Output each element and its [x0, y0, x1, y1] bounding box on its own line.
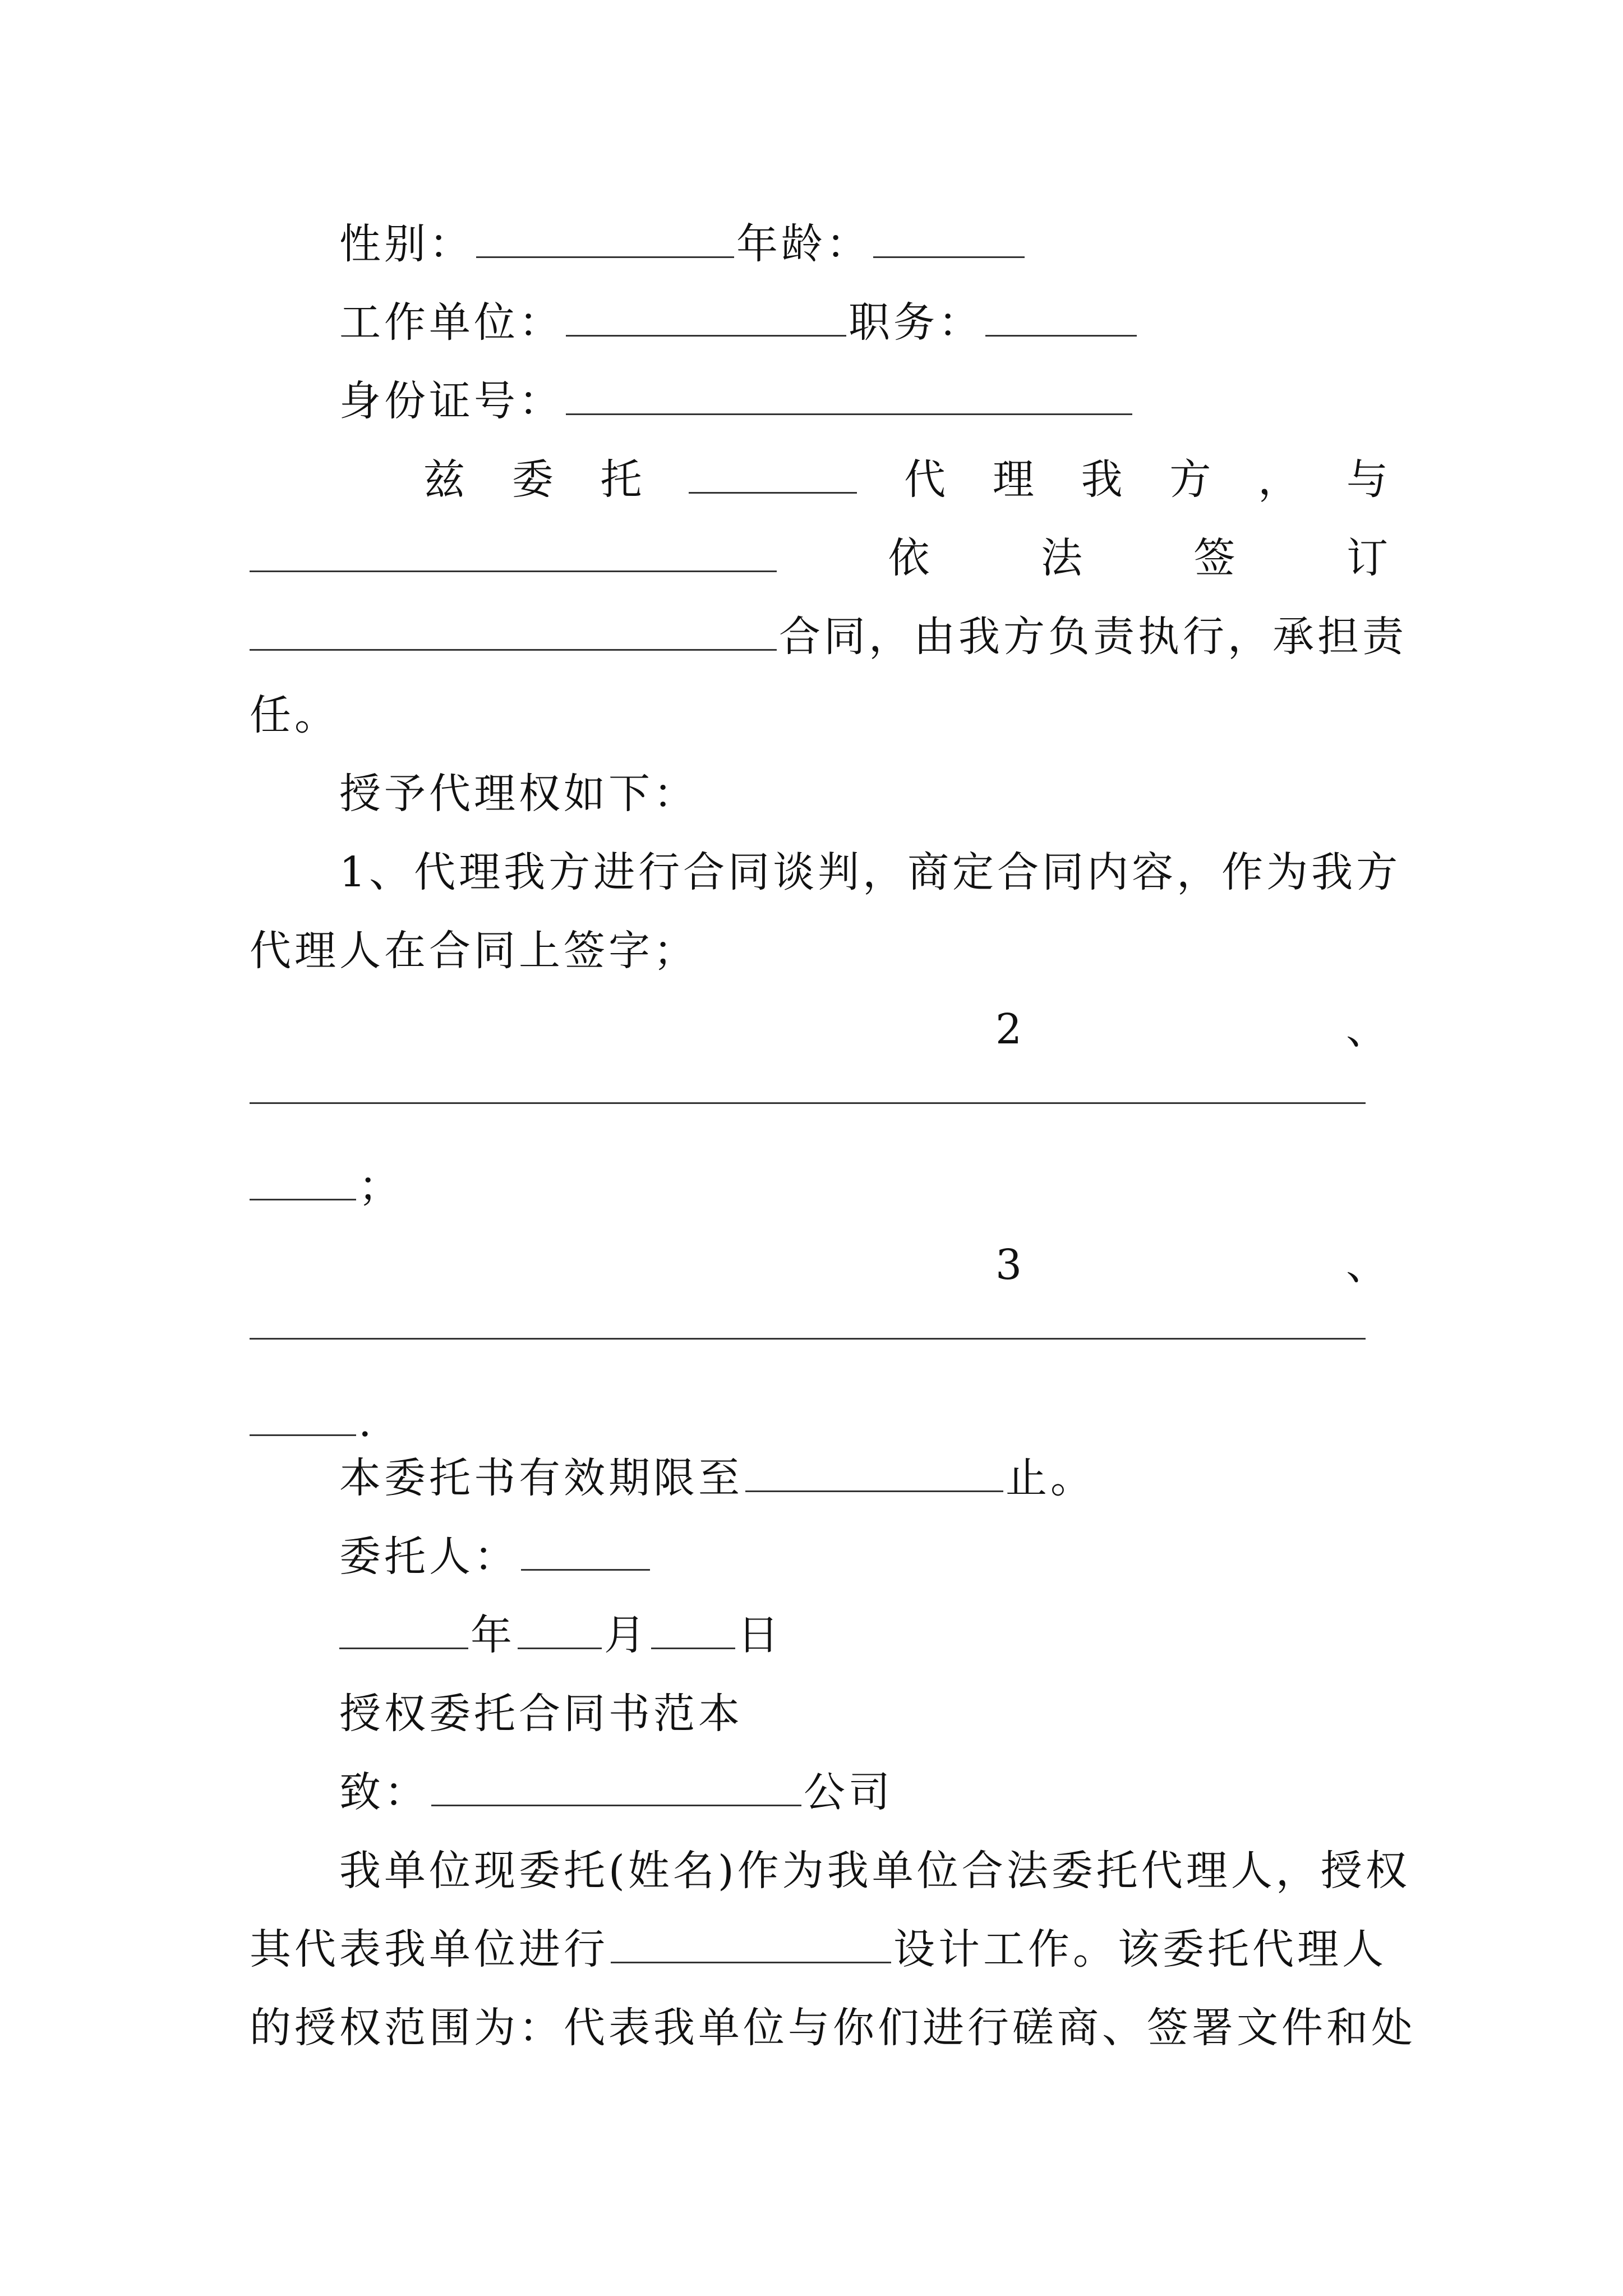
- date-line: [250, 1596, 1388, 1674]
- id-number-line: [250, 362, 1388, 440]
- workplace-position-line: [250, 283, 1388, 362]
- addressee-label: 致：: [339, 1768, 429, 1816]
- sign-char: 法: [1041, 534, 1082, 582]
- authority-item-1-cont-text: 代理人在合同上签字；: [250, 927, 698, 975]
- body-line-2: [250, 1910, 1388, 1989]
- validity-text: 本委托书有效期限至: [339, 1454, 743, 1502]
- authority-item-1-cont: [250, 912, 1388, 990]
- item-3-separator: 、: [1346, 1241, 1391, 1289]
- authority-item-2-end: [250, 1147, 1388, 1226]
- id-number-label: 身份证号：: [339, 377, 564, 425]
- authority-heading-text: 授予代理权如下：: [339, 770, 698, 818]
- entrust-char: 我: [1081, 455, 1123, 504]
- authority-heading: [250, 754, 1388, 833]
- principal-blank[interactable]: [521, 1538, 650, 1571]
- entrust-line: [250, 440, 1388, 519]
- contract-line: [250, 597, 1407, 676]
- contract-name-blank[interactable]: [250, 618, 777, 651]
- body-line-2-text-b: 设计工作。该委托代理人: [893, 1925, 1387, 1973]
- age-blank[interactable]: [873, 225, 1025, 258]
- validity-line: [250, 1439, 1388, 1517]
- counterparty-blank[interactable]: [250, 539, 777, 572]
- month-label: 月: [604, 1611, 649, 1659]
- authority-item-1: [250, 833, 1401, 912]
- principal-label: 委托人：: [339, 1533, 519, 1581]
- item-3-end-blank[interactable]: [250, 1403, 356, 1436]
- item-3-number: 3: [995, 1241, 1026, 1289]
- section-title-text: 授权委托合同书范本: [339, 1690, 743, 1738]
- sign-char: 订: [1347, 534, 1388, 582]
- workplace-label: 工作单位：: [339, 298, 564, 347]
- gender-blank[interactable]: [476, 225, 734, 258]
- body-line-2-text-a: 其代表我单位进行: [250, 1925, 608, 1973]
- item-3-blank-line[interactable]: [250, 1338, 1366, 1340]
- day-blank[interactable]: [651, 1616, 735, 1649]
- principal-line: [250, 1517, 1388, 1596]
- position-label: 职务：: [849, 298, 983, 347]
- company-blank[interactable]: [431, 1773, 801, 1806]
- item-2-separator: 、: [1346, 1005, 1391, 1053]
- addressee-line: [250, 1753, 1388, 1832]
- entrust-char: ，: [1258, 455, 1300, 504]
- section-title: [250, 1674, 1388, 1753]
- item-2-end-blank[interactable]: [250, 1167, 356, 1200]
- entrust-char: 理: [992, 455, 1034, 504]
- entrust-char: 托: [600, 455, 642, 504]
- month-blank[interactable]: [518, 1616, 602, 1649]
- item-3-end-punct: .: [358, 1398, 375, 1446]
- id-number-blank[interactable]: [566, 382, 1132, 415]
- sign-char: 依: [888, 534, 930, 582]
- entrust-char: 代: [904, 455, 946, 504]
- agent-name-blank[interactable]: [689, 461, 857, 494]
- day-label: 日: [737, 1611, 782, 1659]
- entrust-char: 委: [511, 455, 554, 504]
- validity-end-text: 止。: [1006, 1454, 1095, 1502]
- contract-text: 合同，由我方负责执行，承担责: [779, 613, 1407, 661]
- gender-label: 性别：: [339, 220, 474, 268]
- age-label: 年龄：: [736, 220, 871, 268]
- workplace-blank[interactable]: [566, 303, 846, 337]
- authority-item-2-number: [250, 990, 1391, 1069]
- authority-item-3-number: [250, 1226, 1391, 1304]
- body-line-3: [250, 1989, 1416, 2067]
- design-work-blank[interactable]: [611, 1930, 891, 1963]
- year-label: 年: [471, 1611, 515, 1659]
- item-2-number: 2: [995, 1005, 1026, 1053]
- entrust-char: 与: [1346, 455, 1388, 504]
- entrust-char: 方: [1169, 455, 1211, 504]
- responsibility-line: [250, 676, 1388, 754]
- body-line-1: [250, 1832, 1410, 1910]
- gender-age-line: [250, 205, 1388, 283]
- company-label: 公司: [804, 1768, 893, 1816]
- responsibility-text: 任。: [250, 691, 339, 739]
- sign-char: 签: [1193, 534, 1235, 582]
- year-blank[interactable]: [339, 1616, 468, 1649]
- position-blank[interactable]: [985, 303, 1137, 337]
- validity-date-blank[interactable]: [745, 1459, 1003, 1492]
- body-line-1-text: 我单位现委托(姓名)作为我单位合法委托代理人，授权: [339, 1847, 1410, 1895]
- sign-contract-line: [250, 519, 1388, 597]
- body-line-3-text: 的授权范围为：代表我单位与你们进行磋商、签署文件和处: [250, 2004, 1416, 2052]
- item-2-blank-line[interactable]: [250, 1102, 1366, 1104]
- authority-item-1-text: 1、代理我方进行合同谈判，商定合同内容，作为我方: [339, 848, 1401, 896]
- entrust-char: 兹: [423, 455, 465, 504]
- item-2-end-punct: ；: [358, 1162, 403, 1211]
